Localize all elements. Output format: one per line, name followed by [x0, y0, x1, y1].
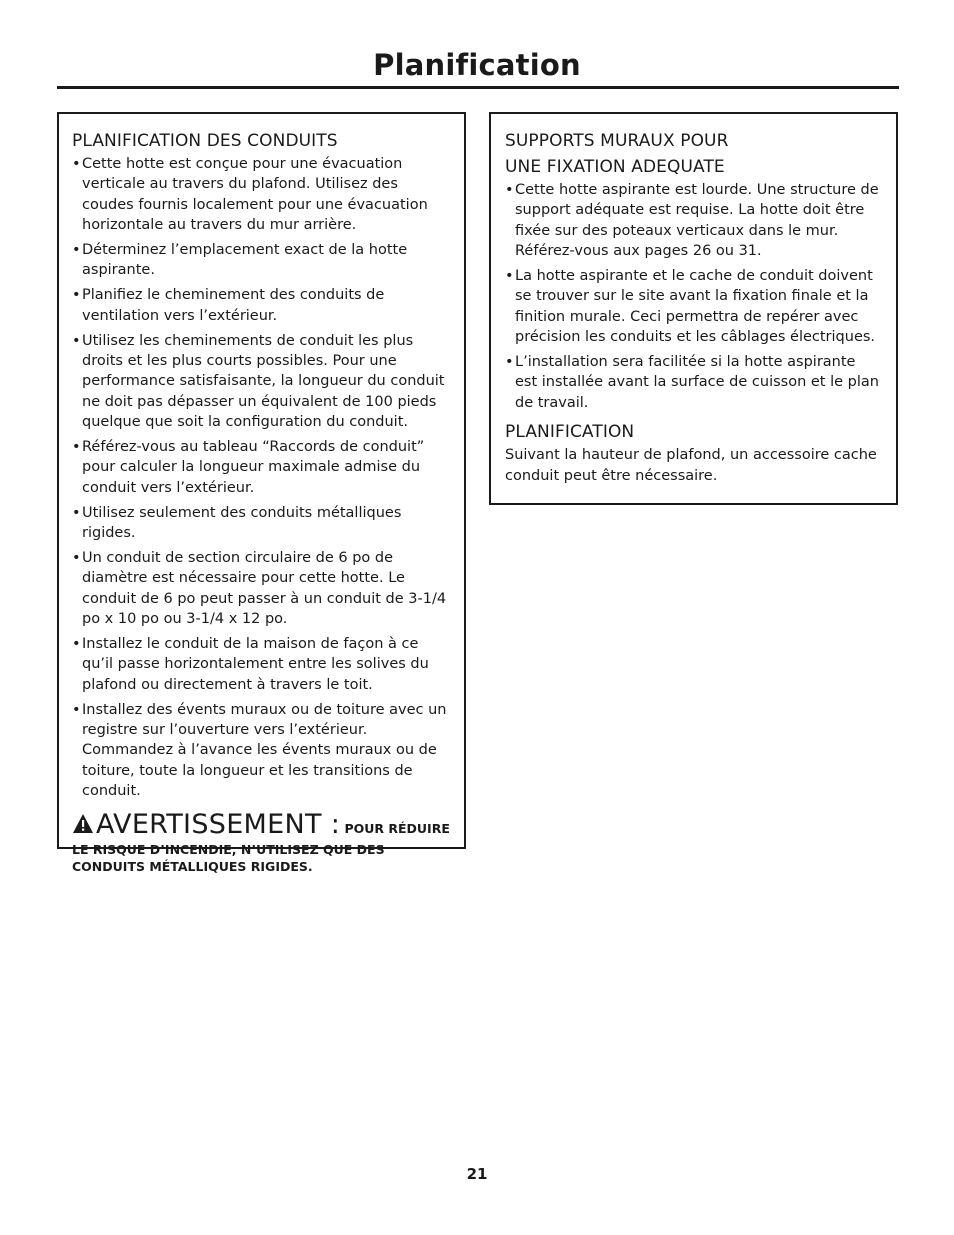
list-item-text: Référez-vous au tableau “Raccords de conduit” pour calculer la longueur maximale admise du conduit vers l’extérieur. [82, 439, 425, 496]
wall-supports-list [505, 180, 882, 413]
warning-text-start: POUR RÉDUIRE [344, 821, 450, 837]
list-item-text: Un conduit de section circulaire de 6 po de diamètre est nécessaire pour cette hotte. Le conduit de 6 po peut passer à un conduit de 3-1/4 po x 10 po ou 3-1/4 x 12 po. [82, 550, 447, 628]
bullet-icon: • [72, 332, 81, 349]
bullet-icon: • [505, 182, 514, 198]
list-item [505, 266, 882, 347]
bullet-icon: • [72, 550, 81, 567]
list-item-text: La hotte aspirante et le cache de conduit doivent se trouver sur le site avant la fixation finale et la finition murale. Ceci permettra de repérer avec précision les conduits et les câblages électriques. [515, 267, 876, 345]
wall-supports-heading-line2: UNE FIXATION ADEQUATE [505, 157, 725, 177]
warning-title [72, 809, 340, 840]
bullet-icon: • [72, 156, 81, 172]
list-item-text: Installez des évents muraux ou de toiture avec un registre sur l’ouverture vers l’extérieur. Commandez à l’avance les évents muraux ou de toiture, toute la longueur et les transitions de conduit. [82, 701, 447, 799]
bullet-icon: • [72, 287, 81, 304]
page-title: Planification [373, 48, 581, 82]
list-item [72, 331, 450, 432]
list-item-text: Utilisez les cheminements de conduit les plus droits et les plus courts possibles. Pour une performance satisfaisante, la longueur du conduit ne doit pas dépasser un équivalent de 100 pieds quelque que soit la configuration du conduit. [82, 332, 445, 430]
duct-planning-list [72, 154, 450, 801]
duct-planning-box [57, 112, 466, 875]
bullet-icon: • [72, 439, 81, 456]
bullet-icon: • [72, 701, 81, 718]
list-item-text: Planifiez le cheminement des conduits de ventilation vers l’extérieur. [82, 287, 385, 324]
bullet-icon: • [505, 267, 514, 284]
page-number: 21 [466, 1165, 488, 1183]
list-item [72, 285, 450, 326]
list-item-text: Déterminez l’emplacement exact de la hotte aspirante. [82, 241, 408, 279]
list-item-text: Cette hotte est conçue pour une évacuation verticale au travers du plafond. Utilisez des coudes fournis localement pour une évacuation horizontale au travers du mur arrière. [82, 156, 428, 233]
wall-supports-heading [505, 128, 882, 180]
list-item [72, 503, 450, 544]
list-item [72, 700, 450, 801]
bullet-icon: • [72, 504, 81, 521]
list-item [72, 548, 450, 629]
wall-supports-box [489, 112, 898, 505]
list-item [72, 240, 450, 281]
list-item-text: Utilisez seulement des conduits métalliques rigides. [82, 504, 402, 542]
planning-subheading: PLANIFICATION [505, 421, 635, 442]
bullet-icon: • [505, 353, 514, 370]
warning-triangle-icon [72, 811, 94, 841]
wall-supports-heading-line1: SUPPORTS MURAUX POUR [505, 131, 729, 151]
bullet-icon: • [72, 241, 81, 258]
list-item [505, 180, 882, 261]
list-item [505, 352, 882, 413]
duct-planning-heading: PLANIFICATION DES CONDUITS [72, 131, 338, 151]
list-item-text: L’installation sera facilitée si la hotte aspirante est installée avant la surface de cuisson et le plan de travail. [515, 353, 879, 411]
list-item-text: Cette hotte aspirante est lourde. Une structure de support adéquate est requise. La hotte doit être fixée sur des poteaux verticaux dans le mur. Référez-vous aux pages 26 ou 31. [515, 182, 879, 259]
warning-label: AVERTISSEMENT : [96, 809, 341, 841]
list-item [72, 634, 450, 695]
title-divider [57, 86, 899, 89]
list-item-text: Installez le conduit de la maison de façon à ce qu’il passe horizontalement entre les solives du plafond ou directement à travers le toit. [82, 636, 429, 693]
planning-paragraph: Suivant la hauteur de plafond, un accessoire cache conduit peut être nécessaire. [505, 446, 877, 484]
warning-notice [72, 810, 450, 875]
list-item [72, 154, 450, 235]
bullet-icon: • [72, 636, 81, 653]
warning-text: LE RISQUE D’INCENDIE, N’UTILISEZ QUE DES CONDUITS MÉTALLIQUES RIGIDES. [72, 842, 385, 875]
list-item [72, 437, 450, 498]
